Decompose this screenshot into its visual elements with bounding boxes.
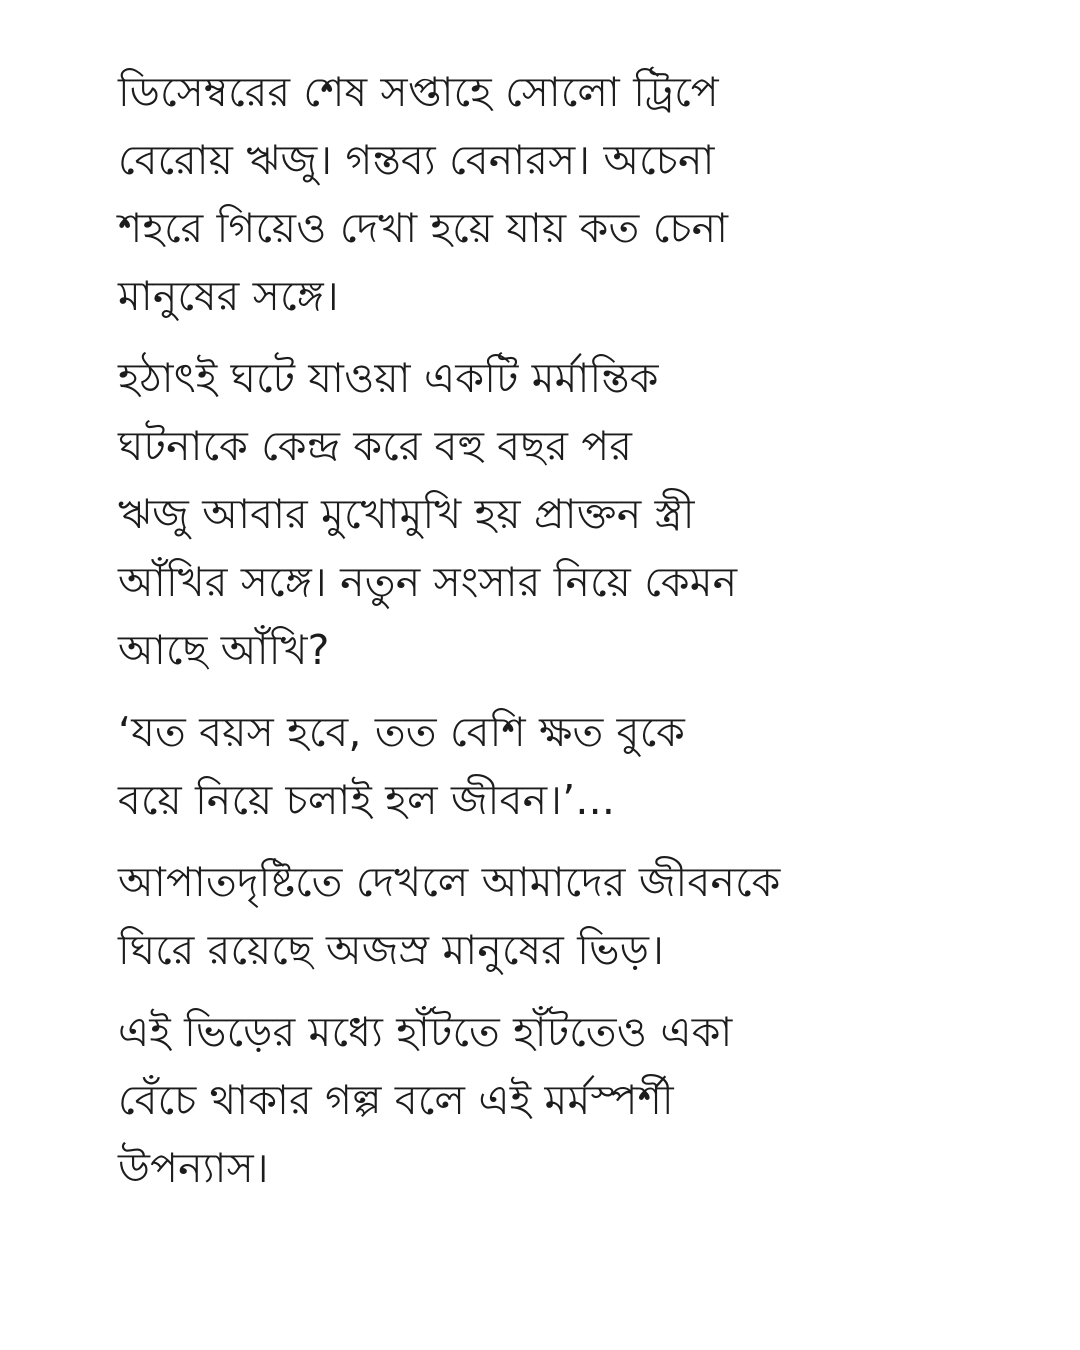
text-line: ঘটনাকে কেন্দ্র করে বহু বছর পর — [118, 422, 633, 470]
text-line: ‘যত বয়স হবে, তত বেশি ক্ষত বুকে — [118, 708, 686, 756]
paragraph-2 — [118, 344, 1028, 684]
paragraph-3 — [118, 698, 1028, 834]
text-line: বেঁচে থাকার গল্প বলে এই মর্মস্পর্শী — [118, 1076, 674, 1124]
text-body — [118, 58, 1028, 1216]
text-line: ঘিরে রয়েছে অজস্র মানুষের ভিড়। — [118, 926, 665, 974]
text-line: আছে আঁখি? — [118, 626, 330, 674]
text-line: মানুষের সঙ্গে। — [118, 272, 339, 320]
text-line: এই ভিড়ের মধ্যে হাঁটতে হাঁটতেও একা — [118, 1008, 733, 1056]
text-line: বেরোয় ঋজু। গন্তব্য বেনারস। অচেনা — [118, 136, 715, 184]
text-line: উপন্যাস। — [118, 1144, 269, 1192]
text-line: আঁখির সঙ্গে। নতুন সংসার নিয়ে কেমন — [118, 558, 738, 606]
text-line: ঋজু আবার মুখোমুখি হয় প্রাক্তন স্ত্রী — [118, 490, 695, 538]
text-line: শহরে গিয়েও দেখা হয়ে যায় কত চেনা — [118, 204, 729, 252]
text-line: ডিসেম্বরের শেষ সপ্তাহে সোলো ট্রিপে — [118, 68, 719, 116]
paragraph-4 — [118, 848, 1028, 984]
text-line: বয়ে নিয়ে চলাই হল জীবন।’... — [118, 776, 616, 824]
text-line: আপাতদৃষ্টিতে দেখলে আমাদের জীবনকে — [118, 858, 781, 906]
text-line: হঠাৎই ঘটে যাওয়া একটি মর্মান্তিক — [118, 354, 659, 402]
paragraph-5 — [118, 998, 1028, 1202]
paragraph-1 — [118, 58, 1028, 330]
